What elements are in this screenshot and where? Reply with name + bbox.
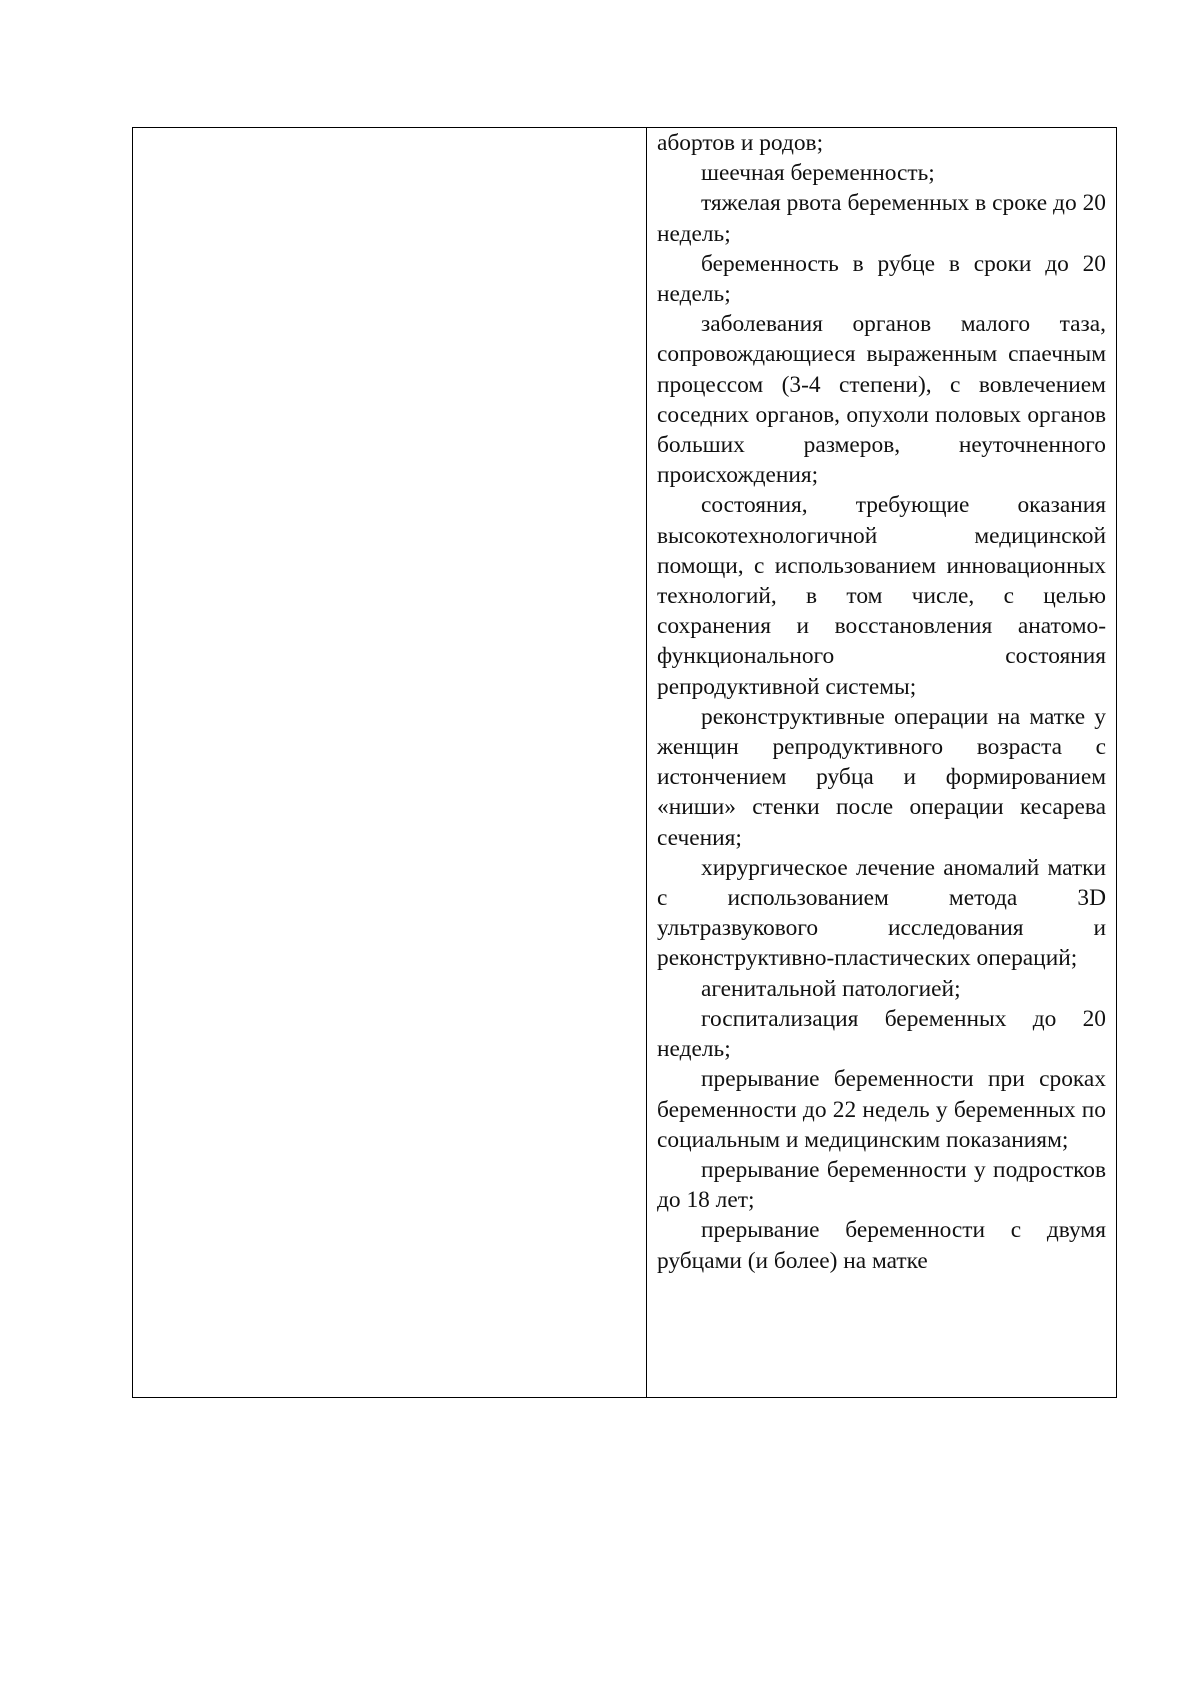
list-item: реконструктивные операции на матке у женщин репродуктивного возраста с истончением рубца и формированием «ниши» стенки после операции кесарева сечения; [657,703,1106,851]
table-cell-right [647,128,1116,1397]
list-item: тяжелая рвота беременных в сроке до 20 недель; [657,190,1106,247]
list-item: госпитализация беременных до 20 недель; [657,1005,1106,1063]
list-item: беременность в рубце в сроки до 20 недель; [657,250,1106,308]
list-item: хирургическое лечение аномалий матки с использованием метода 3D ультразвукового исследования и реконструктивно-пластических операций; [657,854,1106,972]
document-table [132,127,1117,1398]
list-item: шеечная беременность; [701,160,935,187]
list-item: агенитальной патологией; [701,975,961,1002]
table-cell-left [133,128,647,1397]
list-item: прерывание беременности при сроках беременности до 22 недель у беременных по социальным и медицинским показаниям; [657,1066,1106,1153]
list-item: заболевания органов малого таза, сопровождающиеся выраженным спаечным процессом (3-4 степени), с вовлечением соседних органов, опухоли половых органов больших размеров, неуточненного происхождения; [657,311,1106,489]
list-item: состояния, требующие оказания высокотехнологичной медицинской помощи, с использованием инновационных технологий, в том числе, с целью сохранения и восстановления анатомо-функционального состояния репродуктивной системы; [657,492,1106,700]
list-item: прерывание беременности с двумя рубцами (и более) на матке [657,1217,1106,1274]
list-item: абортов и родов; [657,130,824,156]
list-item: прерывание беременности у подростков до 18 лет; [657,1156,1106,1214]
